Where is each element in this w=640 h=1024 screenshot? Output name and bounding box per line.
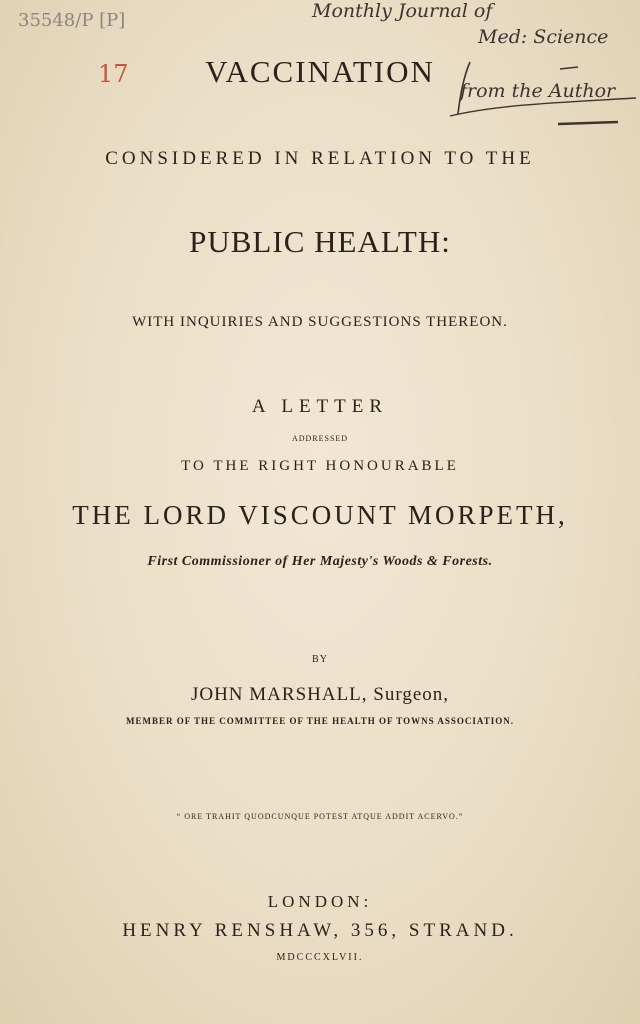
publisher: HENRY RENSHAW, 356, STRAND. [122, 920, 518, 941]
epigraph: “ ORE TRAHIT QUODCUNQUE POTEST ATQUE ADDIT ACERVO.” [176, 812, 464, 821]
to-right-honourable: TO THE RIGHT HONOURABLE [181, 458, 459, 474]
letter-heading: A LETTER [251, 396, 389, 417]
author-name: JOHN MARSHALL, Surgeon, [190, 684, 450, 705]
handwritten-line-2: Med: Science [478, 26, 609, 48]
by-label: BY [312, 654, 328, 665]
title: VACCINATION [205, 54, 435, 89]
addressee-name: THE LORD VISCOUNT MORPETH, [72, 500, 568, 530]
title-continuation: PUBLIC HEALTH: [189, 224, 451, 259]
addressee-title: First Commissioner of Her Majesty's Woods & Forests. [147, 554, 493, 569]
pencil-reference: 35548/P [P] [18, 10, 126, 31]
handwritten-line-3: from the Author [460, 80, 616, 102]
subtitle: CONSIDERED IN RELATION TO THE [105, 148, 535, 169]
addressed-label: ADDRESSED [291, 434, 349, 443]
handwritten-line-1: Monthly Journal of [312, 0, 493, 22]
place-of-publication: LONDON: [267, 892, 373, 911]
author-role: MEMBER OF THE COMMITTEE OF THE HEALTH OF TOWNS ASSOCIATION. [126, 716, 514, 726]
red-number: 17 [98, 60, 129, 88]
subtitle-inquiries: WITH INQUIRIES AND SUGGESTIONS THEREON. [132, 314, 508, 330]
publication-year: MDCCCXLVII. [276, 952, 364, 963]
